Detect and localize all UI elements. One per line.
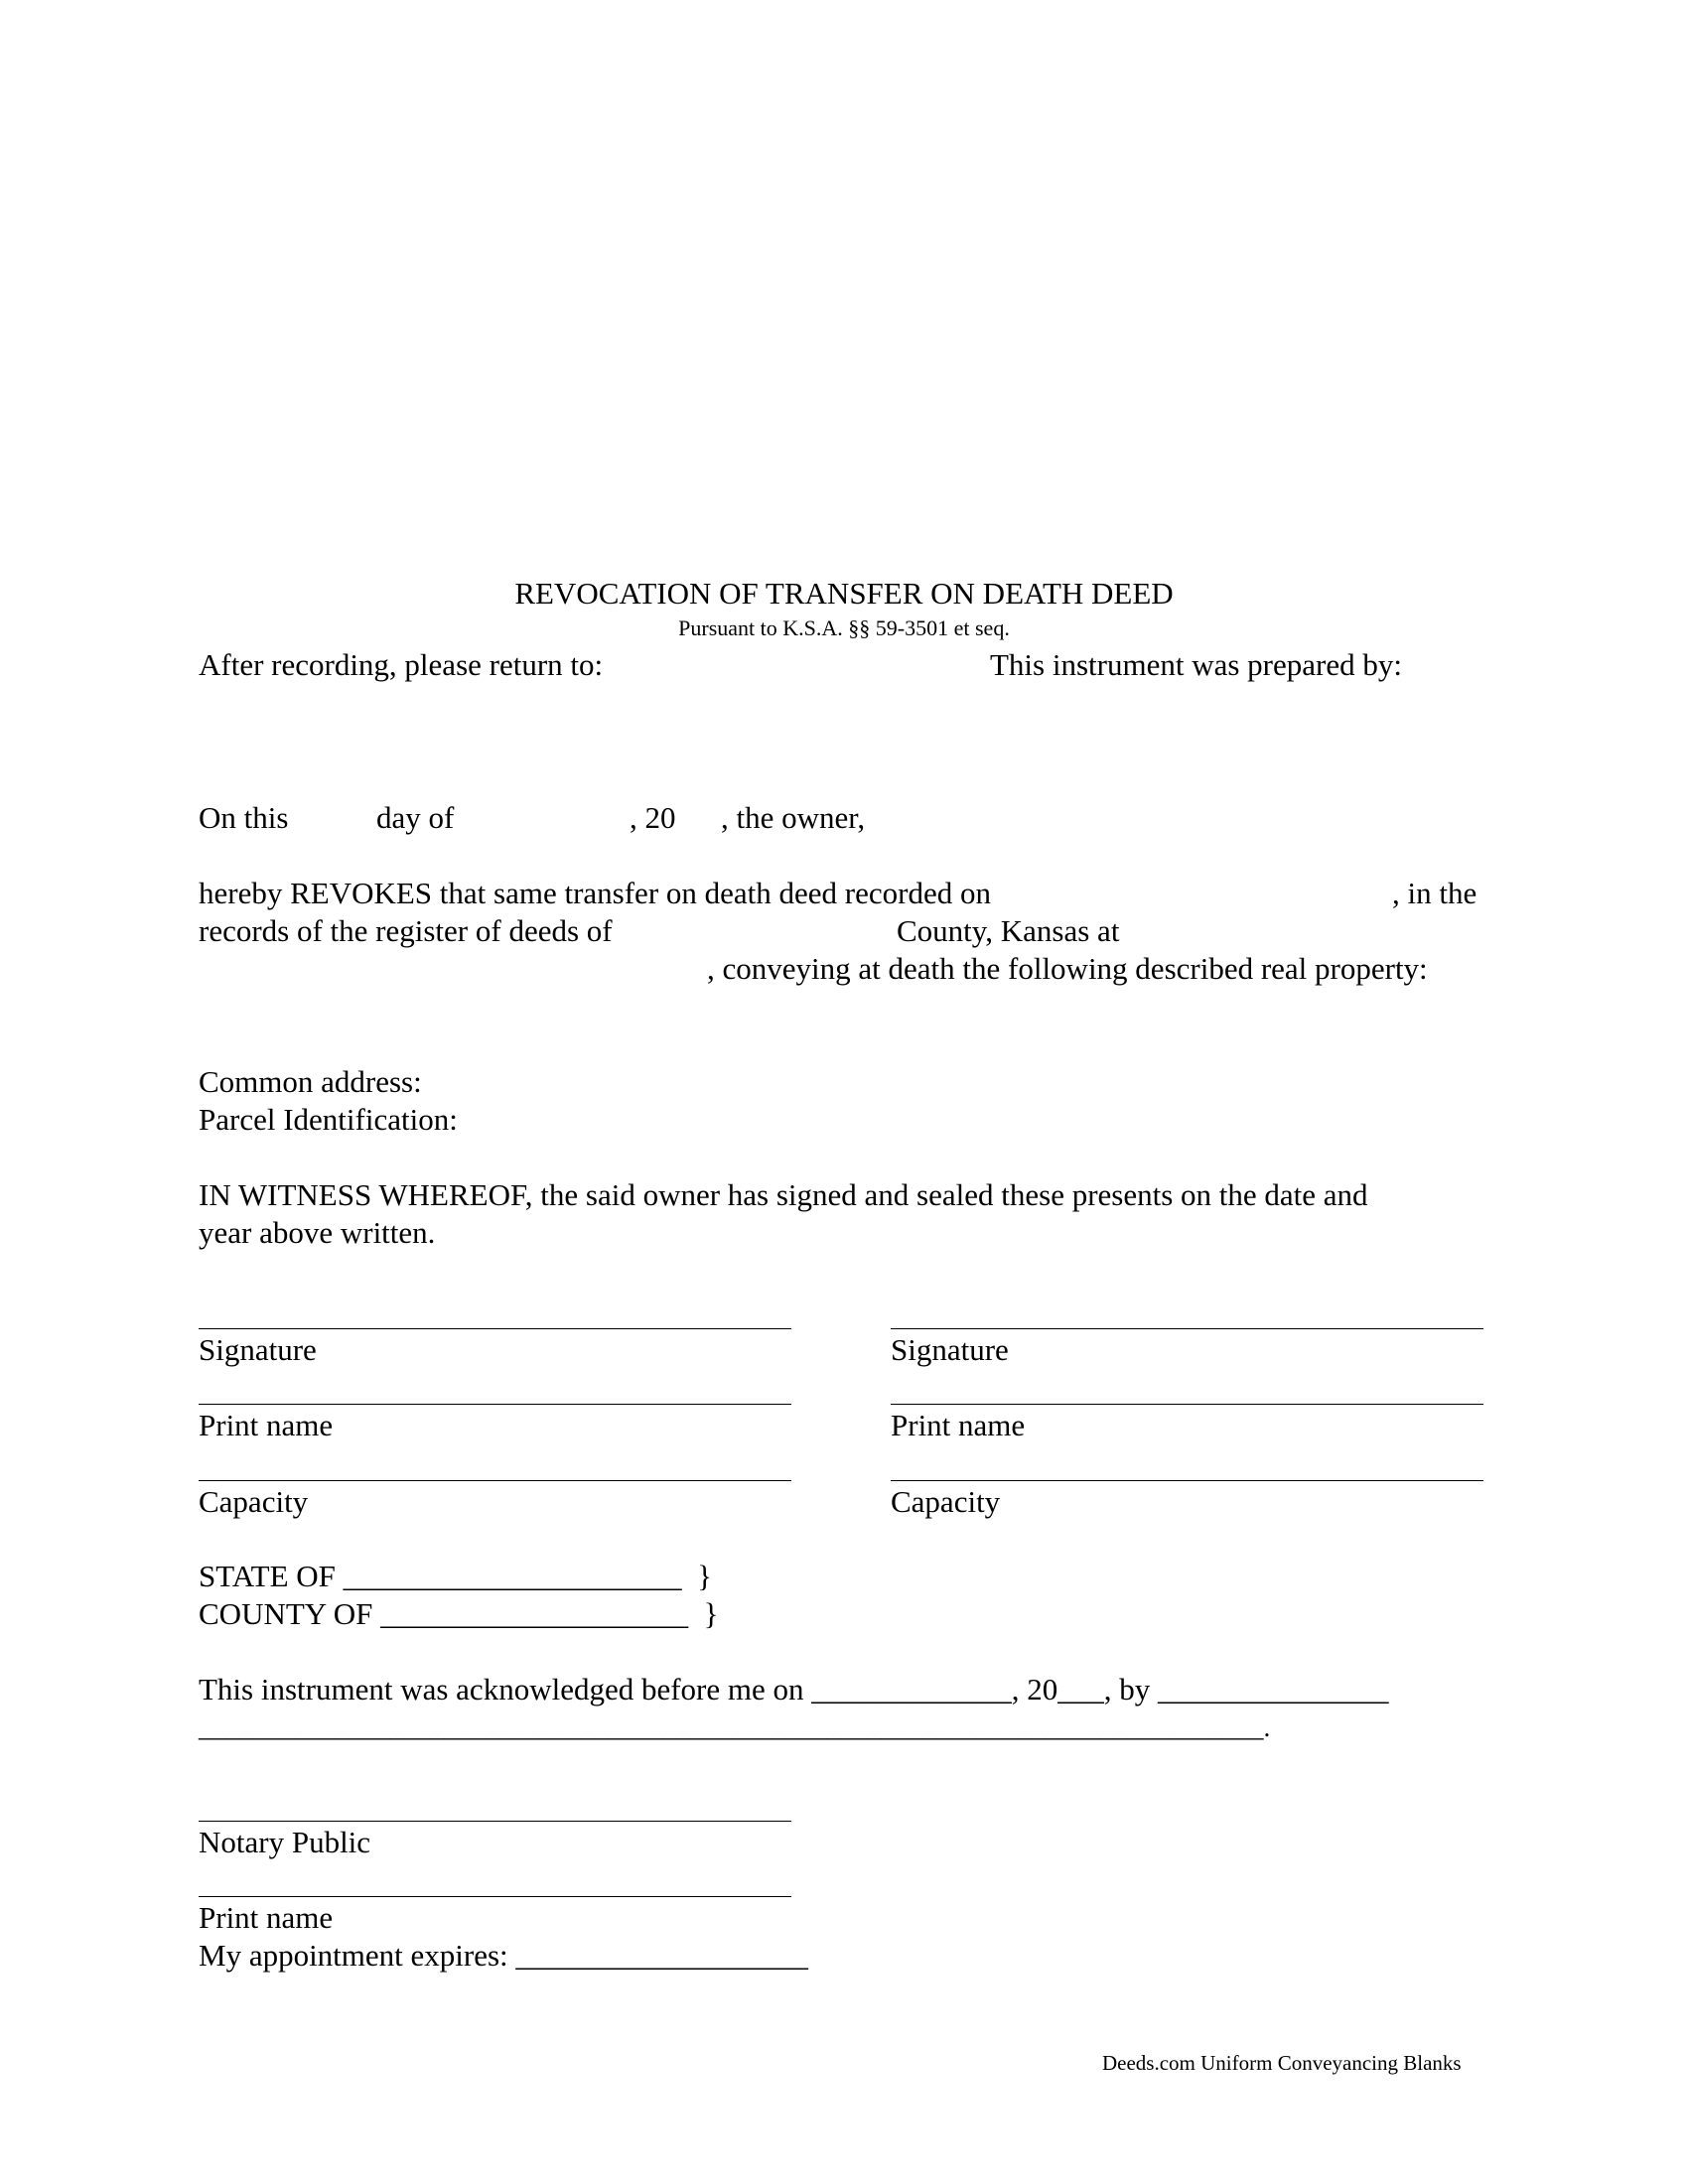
document-subtitle: Pursuant to K.S.A. §§ 59-3501 et seq. xyxy=(678,615,1010,640)
capacity-label-2: Capacity xyxy=(891,1484,1001,1519)
signature-label-2: Signature xyxy=(891,1332,1009,1367)
appointment-expires-line: My appointment expires: ___________________ xyxy=(199,1938,808,1973)
capacity-line-1 xyxy=(199,1480,791,1481)
witness-line1: IN WITNESS WHEREOF, the said owner has signed and sealed these presents on the date and xyxy=(199,1177,1368,1212)
document-title: REVOCATION OF TRANSFER ON DEATH DEED xyxy=(514,576,1174,611)
revokes-conveying: , conveying at death the following described real property: xyxy=(707,951,1428,986)
print-name-label-1: Print name xyxy=(199,1408,334,1442)
revokes-records: records of the register of deeds of xyxy=(199,913,613,948)
revokes-in-the: , in the xyxy=(1392,876,1477,910)
notary-public-label: Notary Public xyxy=(199,1825,371,1859)
capacity-line-2 xyxy=(891,1480,1483,1481)
common-address-label: Common address: xyxy=(199,1064,422,1099)
revokes-county: County, Kansas at xyxy=(897,913,1120,948)
return-to-label: After recording, please return to: xyxy=(199,647,604,682)
signature-line-1 xyxy=(199,1328,791,1329)
intro-on-this: On this xyxy=(199,800,289,835)
signature-line-2 xyxy=(891,1328,1483,1329)
state-of-line: STATE OF ______________________ } xyxy=(199,1559,713,1593)
print-name-label-2: Print name xyxy=(891,1408,1026,1442)
acknowledged-line1: This instrument was acknowledged before me on _____________, 20___, by _______________ xyxy=(199,1672,1389,1706)
intro-day-of: day of xyxy=(376,800,455,835)
county-of-line: COUNTY OF ____________________ } xyxy=(199,1596,719,1631)
notary-signature-line xyxy=(199,1821,791,1822)
intro-year: , 20 xyxy=(630,800,676,835)
notary-print-name-label: Print name xyxy=(199,1900,334,1935)
parcel-id-label: Parcel Identification: xyxy=(199,1102,458,1137)
revokes-line1: hereby REVOKES that same transfer on death deed recorded on xyxy=(199,876,991,910)
print-name-line-2 xyxy=(891,1404,1483,1405)
signature-label-1: Signature xyxy=(199,1332,317,1367)
witness-line2: year above written. xyxy=(199,1215,436,1250)
acknowledged-line2: ______________________________________________________________________________. xyxy=(199,1711,1271,1742)
print-name-line-1 xyxy=(199,1404,791,1405)
footer-text: Deeds.com Uniform Conveyancing Blanks xyxy=(1102,2051,1462,2075)
intro-the-owner: , the owner, xyxy=(721,800,866,835)
notary-print-name-line xyxy=(199,1896,791,1897)
capacity-label-1: Capacity xyxy=(199,1484,309,1519)
prepared-by-label: This instrument was prepared by: xyxy=(990,647,1402,682)
